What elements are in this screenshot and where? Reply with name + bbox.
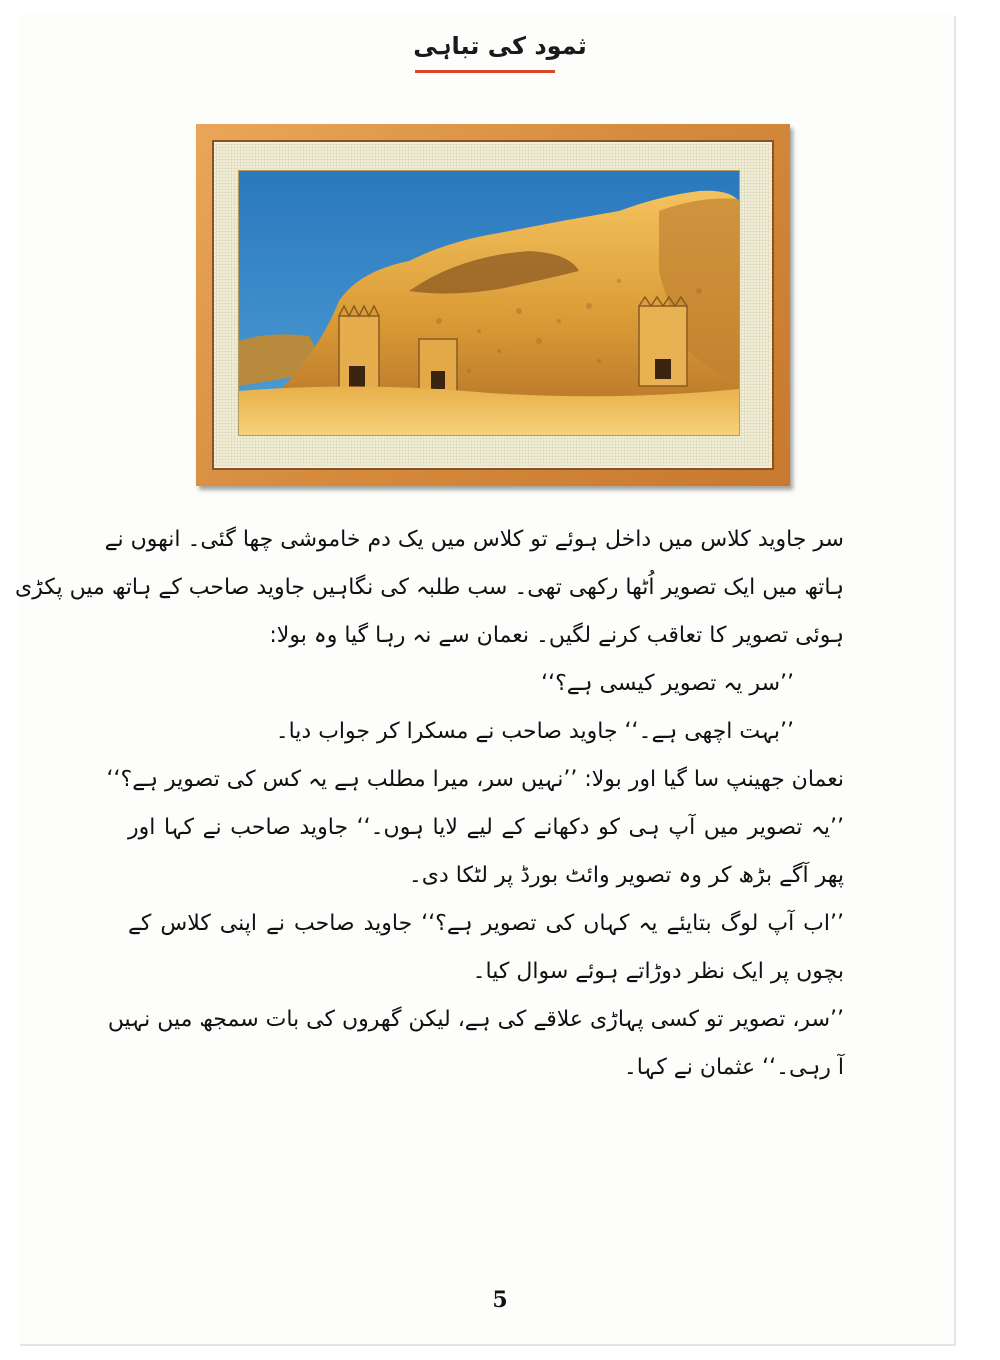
story-text	[15, 516, 844, 1092]
dialogue-line: ’’بہت اچھی ہے۔‘‘ جاوید صاحب نے مسکرا کر جواب دیا۔	[275, 719, 794, 744]
text-line: پھر آگے بڑھ کر وہ تصویر وائٹ بورڈ پر لٹکا دی۔	[408, 863, 844, 888]
rock-carved-tombs-photo	[238, 170, 740, 436]
text-line: نعمان جھینپ سا گیا اور بولا: ’’نہیں سر، میرا مطلب ہے یہ کس کی تصویر ہے؟‘‘	[106, 767, 844, 792]
text-line: ہوئی تصویر کا تعاقب کرنے لگیں۔ نعمان سے نہ رہا گیا وہ بولا:	[269, 623, 844, 648]
title-underline	[415, 70, 555, 73]
text-line: ’’اب آپ لوگ بتایئے یہ کہاں کی تصویر ہے؟‘‘ جاوید صاحب نے اپنی کلاس کے	[128, 911, 844, 936]
text-line: سر جاوید کلاس میں داخل ہوئے تو کلاس میں یک دم خاموشی چھا گئی۔ انھوں نے	[104, 527, 844, 552]
text-line: آ رہی۔‘‘ عثمان نے کہا۔	[623, 1055, 844, 1080]
page-number: 5	[492, 1287, 508, 1313]
text-line: ہاتھ میں ایک تصویر اُٹھا رکھی تھی۔ سب طلبہ کی نگاہیں جاوید صاحب کے ہاتھ میں پکڑی	[15, 575, 844, 600]
page-title: ثمود کی تباہی	[413, 32, 587, 60]
text-line: ’’سر، تصویر تو کسی پہاڑی علاقے کی ہے، لیکن گھروں کی بات سمجھ میں نہیں	[107, 1007, 844, 1032]
text-line: ’’یہ تصویر میں آپ ہی کو دکھانے کے لیے لایا ہوں۔‘‘ جاوید صاحب نے کہا اور	[128, 815, 844, 840]
text-line: بچوں پر ایک نظر دوڑاتے ہوئے سوال کیا۔	[472, 959, 844, 984]
dialogue-line: ’’سر یہ تصویر کیسی ہے؟‘‘	[541, 671, 794, 696]
